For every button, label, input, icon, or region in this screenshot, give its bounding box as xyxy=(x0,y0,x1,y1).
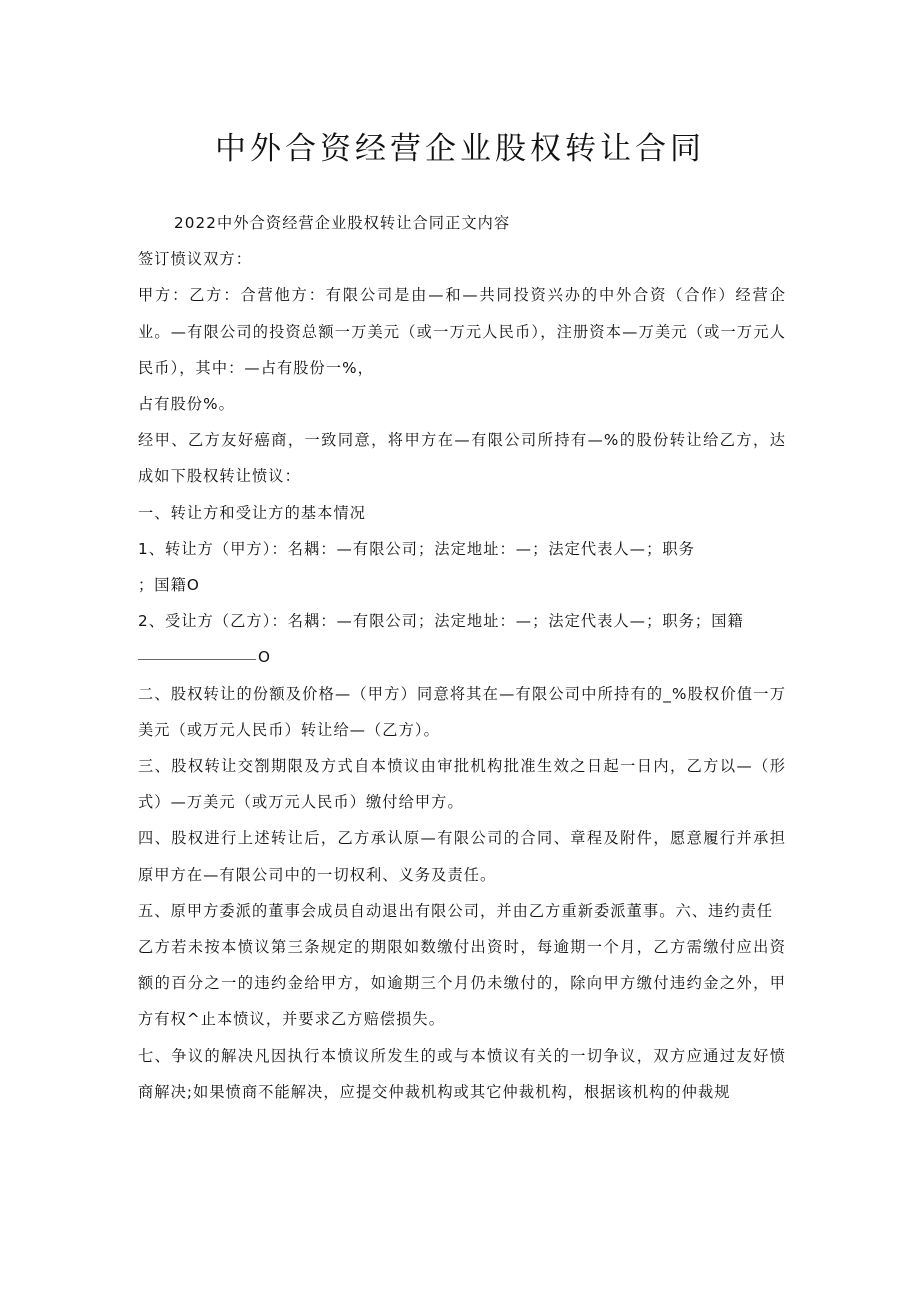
dispute-paragraph: 七、争议的解决凡因执行本愤议所发生的或与本愤议有关的一切争议，双方应通过友好愤商解决;如果愤商不能解决，应提交仲裁机构或其它仲裁机构，根据该机构的仲裁规 xyxy=(138,1046,786,1101)
share-holding-paragraph: 占有股份%。 xyxy=(138,395,235,414)
transferee-nationality-line xyxy=(138,639,786,675)
section-five-paragraph: 五、原甲方委派的董事会成员自动退出有限公司，并由乙方重新委派董事。六、违约责任 xyxy=(138,901,774,920)
transferor-nationality: ；国籍O xyxy=(138,576,200,595)
section-three-paragraph: 三、股权转让交劄期限及方式自本愤议由审批机构批准生效之日起一日内，乙方以—（形式）—万美元（或万元人民币）缴付给甲方。 xyxy=(138,757,786,812)
transferor-details: 1、转让方（甲方）：名耦：—有限公司；法定地址：—；法定代表人—；职务 xyxy=(138,539,695,558)
parties-paragraph: 甲方：乙方：合营他方：有限公司是由—和—共同投资兴办的中外合资（合作）经营企业。—有限公司的投资总额一万美元（或一万元人民币），注册资本—万美元（或一万元人民币），其中：—占有股份一%， xyxy=(138,286,786,377)
section-four-paragraph: 四、股权进行上述转让后，乙方承认原—有限公司的合同、章程及附件，愿意履行并承担原甲方在—有限公司中的一切权利、义务及责任。 xyxy=(138,829,786,884)
blank-line xyxy=(138,659,256,660)
document-title: 中外合资经营企业股权转让合同 xyxy=(215,131,705,167)
contract-body xyxy=(138,205,786,1110)
breach-paragraph: 乙方若未按本愤议第三条规定的期限如数缴付出资时，每逾期一个月，乙方需缴付应出资额的百分之一的违约金给甲方，如逾期三个月仍未缴付的，除向甲方缴付违约金之外，甲方有权^止本愤议，并要求乙方赔偿损失。 xyxy=(138,938,786,1029)
transferee-nationality-marker: O xyxy=(258,648,272,667)
section-one-heading: 一、转让方和受让方的基本情况 xyxy=(138,503,367,522)
intro-paragraph: 2022中外合资经营企业股权转让合同正文内容 xyxy=(174,214,511,232)
parties-heading: 签订愤议双方： xyxy=(138,250,253,269)
section-two-paragraph: 二、股权转让的份额及价格—（甲方）同意将其在—有限公司中所持有的_%股权价值一万美元（或万元人民币）转让给—（乙方）。 xyxy=(138,684,786,739)
agreement-paragraph: 经甲、乙方友好癌商，一致同意，将甲方在—有限公司所持有—%的股份转让给乙方，达成如下股权转让愤议： xyxy=(138,431,786,486)
transferee-details: 2、受让方（乙方）：名耦：—有限公司；法定地址：—；法定代表人—；职务；国籍 xyxy=(138,612,744,631)
